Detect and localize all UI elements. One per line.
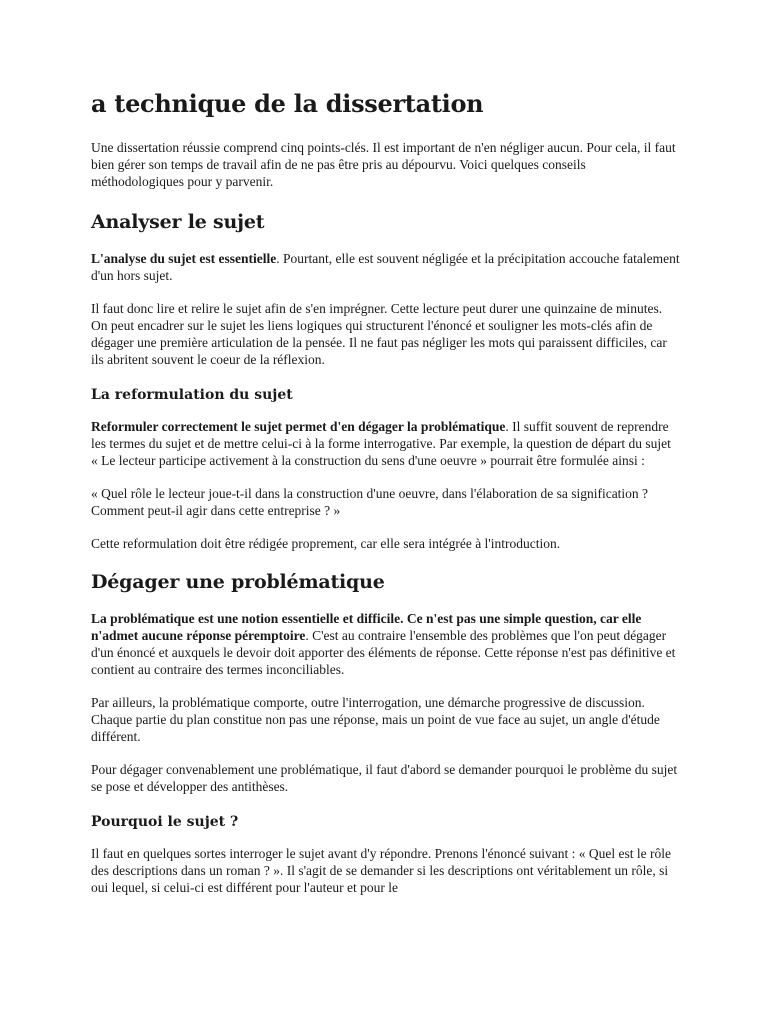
section-heading-problematique: Dégager une problématique	[91, 571, 385, 593]
section-heading-analyser: Analyser le sujet	[91, 211, 265, 233]
pourquoi-paragraph-1: Il faut en quelques sortes interroger le sujet avant d'y répondre. Prenons l'énoncé suivant : « Quel est le rôle des descriptions dans un roman ? ». Il s'agit de se demander si les descriptions ont véritablement un rôle, si oui lequel, si celui-ci est différent pour l'auteur et pour le	[91, 846, 671, 895]
problematique-bold-text: La problématique est une notion essentielle et difficile. Ce n'est pas une simple question, car elle n'admet aucune réponse péremptoire	[91, 611, 642, 643]
reformulation-bold-text: Reformuler correctement le sujet permet d'en dégager la problématique	[91, 419, 506, 434]
reformulation-paragraph-3: Cette reformulation doit être rédigée proprement, car elle sera intégrée à l'introduction.	[91, 536, 561, 551]
subsection-heading-reformulation: La reformulation du sujet	[91, 387, 293, 403]
analyse-paragraph-1	[91, 250, 681, 284]
problematique-paragraph-1	[91, 610, 681, 678]
problematique-paragraph-2: Par ailleurs, la problématique comporte, outre l'interrogation, une démarche progressive de discussion. Chaque partie du plan constitue non pas une réponse, mais un point de vue face au sujet, un angle d'étude différent.	[91, 695, 660, 744]
problematique-rest-text: . C'est au contraire l'ensemble des problèmes que l'on peut dégager d'un énoncé et auxquels le devoir doit apporter des éléments de réponse. Cette réponse n'est pas définitive et contient au contraire des termes inconciliables.	[91, 628, 676, 677]
analyse-paragraph-2: Il faut donc lire et relire le sujet afin de s'en imprégner. Cette lecture peut durer une quinzaine de minutes. On peut encadrer sur le sujet les liens logiques qui structurent l'énoncé et souligner les mots-clés afin de dégager une première articulation de la pensée. Il ne faut pas négliger les mots qui paraissent difficiles, car ils abritent souvent le coeur de la réflexion.	[91, 301, 667, 367]
subsection-heading-pourquoi: Pourquoi le sujet ?	[91, 814, 239, 830]
reformulation-paragraph-1	[91, 418, 681, 469]
analyse-bold-text: L'analyse du sujet est essentielle	[91, 251, 277, 266]
reformulation-rest-text: . Il suffit souvent de reprendre les termes du sujet et de mettre celui-ci à la forme interrogative. Par exemple, la question de départ du sujet « Le lecteur participe activement à la construction du sens d'une oeuvre » pourrait être formulée ainsi :	[91, 419, 671, 468]
page-title: a technique de la dissertation	[91, 89, 484, 118]
intro-paragraph: Une dissertation réussie comprend cinq points-clés. Il est important de n'en négliger aucun. Pour cela, il faut bien gérer son temps de travail afin de ne pas être pris au dépourvu. Voici quelques conseils méthodologiques pour y parvenir.	[91, 140, 676, 189]
analyse-rest-text: . Pourtant, elle est souvent négligée et la précipitation accouche fatalement d'un hors sujet.	[91, 251, 680, 283]
problematique-paragraph-3: Pour dégager convenablement une problématique, il faut d'abord se demander pourquoi le problème du sujet se pose et développer des antithèses.	[91, 762, 678, 794]
reformulation-quote: « Quel rôle le lecteur joue-t-il dans la construction d'une oeuvre, dans l'élaboration de sa signification ? Comment peut-il agir dans cette entreprise ? »	[91, 486, 649, 518]
document-page	[91, 86, 681, 912]
